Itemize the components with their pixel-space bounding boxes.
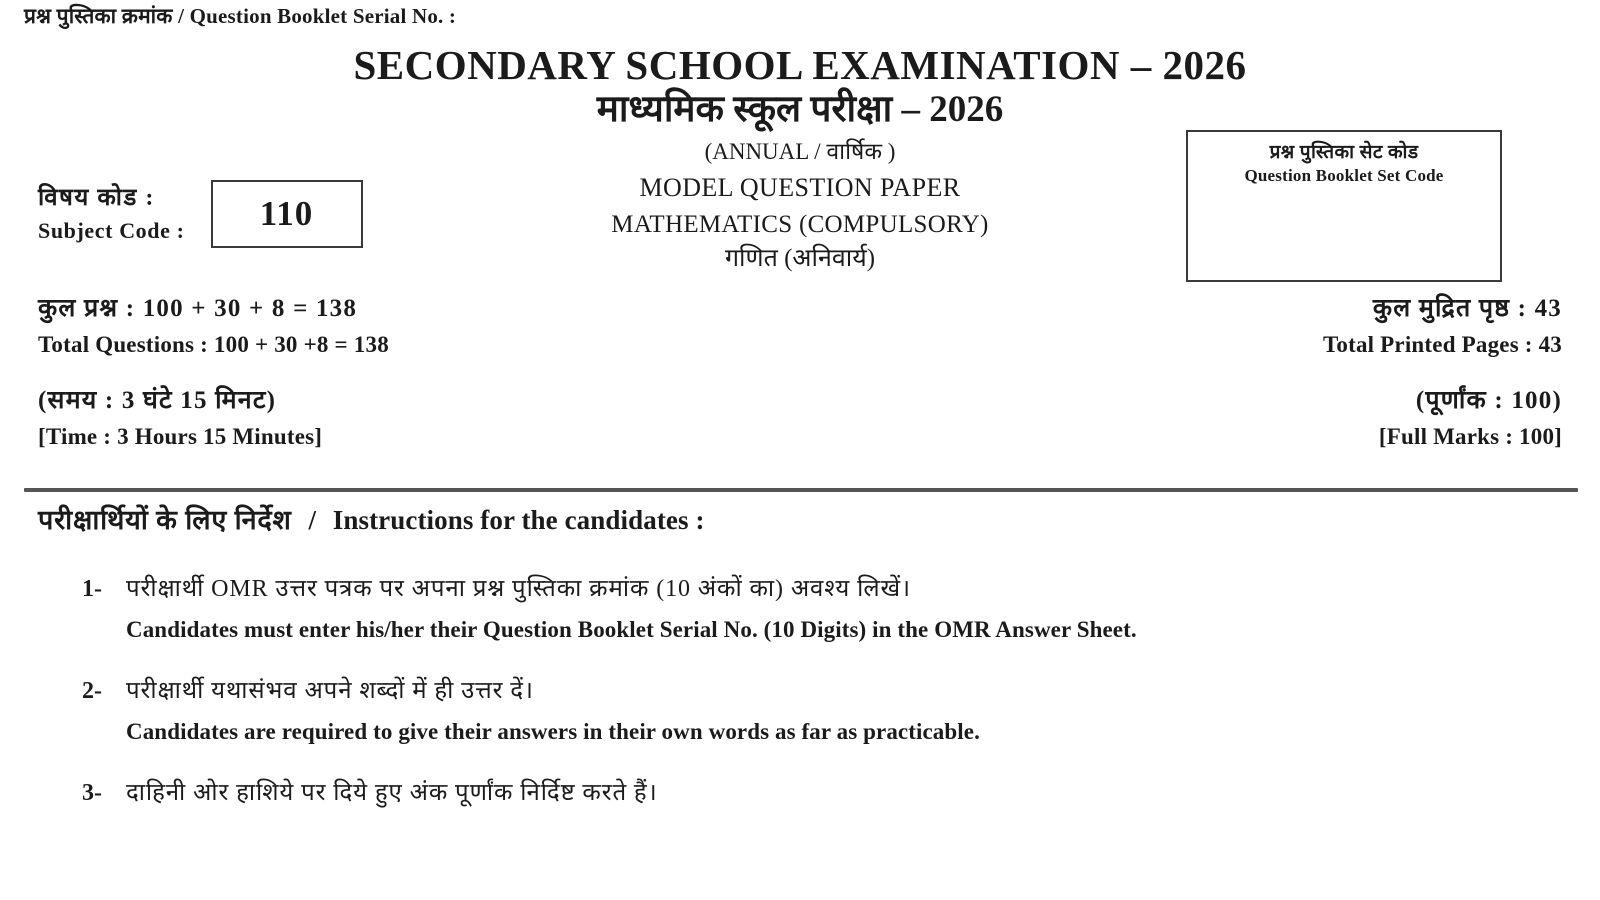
instruction-text-english: Candidates are required to give their answers in their own words as far as practicable. [126, 718, 980, 744]
instruction-body [126, 674, 1540, 754]
full-marks-english: [Full Marks : 100] [1378, 423, 1562, 449]
set-code-label-hindi: प्रश्न पुस्तिका सेट कोड [1269, 142, 1419, 163]
instructions-heading [38, 500, 705, 537]
booklet-serial-label-en: Question Booklet Serial No. : [189, 4, 457, 28]
instruction-text-hindi: दाहिनी ओर हाशिये पर दिये हुए अंक पूर्णांक निर्दिष्ट करते हैं। [126, 779, 658, 806]
list-item [82, 674, 1540, 754]
meta-row-questions [38, 292, 1562, 360]
subject-code-label-english: Subject Code : [38, 218, 185, 244]
subject-code-labels [38, 181, 185, 248]
booklet-serial-separator: / [178, 4, 185, 28]
total-questions-hindi: कुल प्रश्न : 100 + 30 + 8 = 138 [38, 295, 358, 322]
instructions-heading-separator: / [308, 505, 316, 535]
instruction-number: 1- [82, 576, 102, 602]
total-printed-pages-hindi: कुल मुद्रित पृष्ठ : 43 [1372, 295, 1562, 322]
exam-duration-block [38, 384, 322, 452]
instruction-body [126, 572, 1540, 652]
horizontal-divider [24, 488, 1578, 492]
meta-row-time-marks [38, 384, 1562, 452]
booklet-serial-label-hi: प्रश्न पुस्तिका क्रमांक [24, 4, 173, 28]
instructions-heading-hindi: परीक्षार्थियों के लिए निर्देश [38, 505, 292, 535]
list-item [82, 776, 1540, 810]
full-marks-hindi: (पूर्णांक : 100) [1415, 387, 1562, 414]
instructions-list [82, 572, 1540, 832]
set-code-label-english: Question Booklet Set Code [1244, 166, 1444, 186]
exam-session-label: (ANNUAL / वार्षिक ) [704, 139, 896, 165]
total-questions-block [38, 292, 389, 360]
instruction-text-hindi: परीक्षार्थी OMR उत्तर पत्रक पर अपना प्रश्न पुस्तिका क्रमांक (10 अंकों का) अवश्य लिखें। [126, 576, 912, 602]
subject-name-hindi: गणित (अनिवार्य) [724, 245, 876, 273]
subject-code-block [38, 180, 363, 248]
subject-code-value: 110 [259, 194, 314, 233]
subject-code-box [211, 180, 363, 248]
exam-duration-english: [Time : 3 Hours 15 Minutes] [38, 423, 323, 449]
total-printed-pages-block [1323, 292, 1562, 360]
instruction-number: 3- [82, 779, 102, 806]
total-questions-english: Total Questions : 100 + 30 +8 = 138 [38, 331, 389, 357]
instruction-text-english: Candidates must enter his/her their Question Booklet Serial No. (10 Digits) in the OMR Answer Sheet. [126, 617, 1137, 643]
exam-duration-hindi: (समय : 3 घंटे 15 मिनट) [38, 387, 277, 414]
instructions-heading-english: Instructions for the candidates : [332, 505, 705, 535]
model-question-paper-label: MODEL QUESTION PAPER [639, 173, 961, 203]
instruction-text-hindi: परीक्षार्थी यथासंभव अपने शब्दों में ही उत्तर दें। [126, 677, 534, 704]
total-printed-pages-english: Total Printed Pages : 43 [1322, 331, 1562, 357]
booklet-serial-line [24, 2, 456, 30]
exam-title-hindi: माध्यमिक स्कूल परीक्षा – 2026 [596, 88, 1004, 130]
subject-name-english: MATHEMATICS (COMPULSORY) [611, 211, 989, 239]
full-marks-block [1379, 384, 1562, 452]
subject-code-label-hindi: विषय कोड : [38, 184, 155, 211]
instruction-number: 2- [82, 677, 102, 704]
question-booklet-set-code-box[interactable] [1186, 130, 1502, 282]
instruction-body [126, 776, 1540, 810]
list-item [82, 572, 1540, 652]
exam-title-english: SECONDARY SCHOOL EXAMINATION – 2026 [353, 42, 1247, 88]
